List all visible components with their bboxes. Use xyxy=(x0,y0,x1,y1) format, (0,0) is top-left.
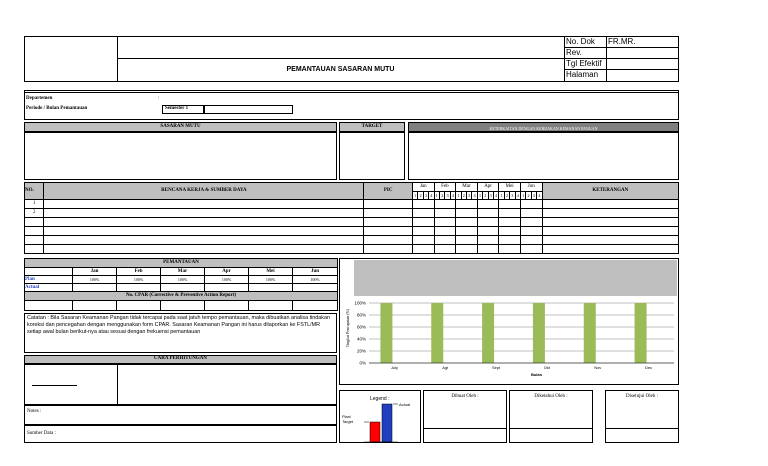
semester-field-extra[interactable] xyxy=(204,105,293,114)
week-cell: 4 xyxy=(516,193,519,198)
legend-plan-swatch xyxy=(370,422,380,442)
catatan-box xyxy=(24,313,337,353)
pemantauan-header: PEMANTAUAN xyxy=(25,259,338,268)
week-cell: 4 xyxy=(473,193,476,198)
bar xyxy=(380,303,392,363)
week-cell: 3 xyxy=(446,193,449,198)
actual-value[interactable] xyxy=(293,284,338,292)
signature-label-diketahui: Diketahui Oleh : xyxy=(534,394,568,399)
semester-field[interactable] xyxy=(162,105,204,114)
departemen-colon: : xyxy=(158,96,160,101)
y-axis-label: Tingkat Pencapaian (%) xyxy=(345,308,350,348)
pemantauan-month: Jun xyxy=(293,268,338,276)
signature-label-dibuat: Dibuat Oleh : xyxy=(451,394,479,399)
actual-value[interactable] xyxy=(249,284,293,292)
week-cell: 2 xyxy=(419,193,422,198)
page-title: PEMANTAUAN SASARAN MUTU xyxy=(286,66,395,73)
table-row[interactable] xyxy=(25,209,679,218)
week-cell: 2 xyxy=(484,193,487,198)
doc-label-tgl-efektif: Tgl Efektif xyxy=(566,59,602,68)
table-row[interactable] xyxy=(25,245,679,254)
table-row[interactable] xyxy=(25,236,679,245)
x-axis-label: Bulan xyxy=(530,372,543,377)
week-cell: 2 xyxy=(527,193,530,198)
month-header: Mei xyxy=(499,183,521,192)
doc-label-no-dok: No. Dok xyxy=(566,37,595,46)
actual-value[interactable] xyxy=(161,284,205,292)
bar xyxy=(482,303,494,363)
y-tick-label: 100% xyxy=(354,300,366,306)
plan-value[interactable]: 100% xyxy=(205,276,249,284)
week-cell: 1 xyxy=(414,193,417,198)
week-cell: 3 xyxy=(532,193,535,198)
week-cell: 2 xyxy=(505,193,508,198)
week-cell: 4 xyxy=(430,193,433,198)
doc-label-rev: Rev. xyxy=(566,48,582,57)
plan-row xyxy=(25,276,338,284)
month-header: Mar xyxy=(456,183,478,192)
week-cell: 4 xyxy=(451,193,454,198)
month-header: Apr xyxy=(477,183,499,192)
table-row[interactable] xyxy=(25,227,679,236)
x-tick-label: Okt xyxy=(543,365,551,370)
table-row[interactable] xyxy=(25,218,679,227)
actual-value[interactable] xyxy=(73,284,117,292)
y-tick-label: 60% xyxy=(356,324,366,330)
y-tick-label: 20% xyxy=(356,348,366,354)
week-cell: 2 xyxy=(441,193,444,198)
week-cell: 4 xyxy=(538,193,541,198)
periode-label: Periode / Bulan Pemantauan xyxy=(26,106,88,111)
rencana-table xyxy=(24,182,679,254)
x-tick-label: Agt xyxy=(442,365,449,370)
pemantauan-month: Apr xyxy=(205,268,249,276)
bar-chart xyxy=(339,258,679,385)
y-tick-label: 0% xyxy=(359,360,366,366)
doc-value-no-dok: FR.MR. xyxy=(608,37,636,46)
sasaran-mutu-box[interactable] xyxy=(24,132,337,180)
sasaran-mutu-header: SASARAN MUTU xyxy=(24,122,337,132)
x-tick-label: Dec xyxy=(645,365,653,370)
target-header: TARGET xyxy=(339,122,405,132)
x-tick-label: Nov xyxy=(594,365,602,370)
semester-value: Semester 1 xyxy=(165,106,189,111)
actual-row xyxy=(25,284,338,292)
departemen-label: Departemen xyxy=(26,96,53,101)
plan-value[interactable]: 100% xyxy=(161,276,205,284)
bar xyxy=(584,303,596,363)
info-block xyxy=(24,90,679,120)
cpar-header: No. CPAR (Corrective & Preventive Action Report) xyxy=(25,292,338,301)
y-tick-label: 80% xyxy=(356,312,366,318)
catatan-text: Catatan : Bila Sasaran Keamanan Pangan tidak tercapai pada saat jatuh tempo pemantauan, maka dibuatkan analisa tindakan koreksi dan pencegahan dengan menggunakan form CPAR. Sasaran Keamanan Pangan ini harus dilaporkan ke FSTL/MR setiap awal bulan berikut-nya atau sesuai dengan frekuensi pemantauan xyxy=(27,315,330,336)
pemantauan-month: Mei xyxy=(249,268,293,276)
week-cell: 1 xyxy=(500,193,503,198)
keterkaitan-header: KETERKAITAN DENGAN KEBIJAKAN KEMANAN PANGAN xyxy=(408,122,679,132)
month-header: Feb xyxy=(434,183,456,192)
sumber-data-box[interactable] xyxy=(24,425,337,443)
cpar-row[interactable] xyxy=(25,301,338,311)
plan-value[interactable]: 100% xyxy=(249,276,293,284)
x-tick-label: Sept xyxy=(491,365,501,370)
month-header: Jan xyxy=(412,183,434,192)
week-cell: 1 xyxy=(522,193,525,198)
week-cell: 1 xyxy=(435,193,438,198)
week-cell: 1 xyxy=(478,193,481,198)
week-cell: 3 xyxy=(468,193,471,198)
month-header: Jun xyxy=(520,183,542,192)
week-cell: 3 xyxy=(424,193,427,198)
target-box[interactable] xyxy=(339,132,405,180)
pemantauan-month: Mar xyxy=(161,268,205,276)
legend-title: Legend : xyxy=(370,396,390,402)
rencana-header: RENCANA KERJA & SUMBER DAYA xyxy=(44,183,364,200)
legend-plan-label: Plan/ Target xyxy=(342,414,354,424)
pemantauan-month: Jan xyxy=(73,268,117,276)
notes-label: Notes : xyxy=(27,409,42,414)
plan-value[interactable]: 100% xyxy=(117,276,161,284)
legend-swatches xyxy=(360,400,400,444)
keterangan-header: KETERANGAN xyxy=(542,183,678,200)
actual-value[interactable] xyxy=(117,284,161,292)
actual-label: Actual xyxy=(25,284,73,292)
notes-box[interactable] xyxy=(24,405,337,425)
week-cell: 3 xyxy=(511,193,514,198)
y-tick-label: 40% xyxy=(356,336,366,342)
keterkaitan-box[interactable] xyxy=(408,132,679,180)
signature-label-disetujui: Disetujui Oleh : xyxy=(626,394,658,399)
no-header: NO. xyxy=(25,183,44,200)
sumber-data-label: Sumber Data : xyxy=(27,431,56,436)
actual-value[interactable] xyxy=(205,284,249,292)
pemantauan-month: Feb xyxy=(117,268,161,276)
x-tick-label: July xyxy=(390,365,398,370)
legend-actual-label: Actual xyxy=(399,402,411,407)
week-cell: 4 xyxy=(495,193,498,198)
plan-value[interactable]: 100% xyxy=(73,276,117,284)
table-row[interactable] xyxy=(25,200,679,209)
legend-actual-swatch xyxy=(382,404,392,442)
cara-perhitungan-header: CARA PERHITUNGAN xyxy=(24,355,337,364)
week-cell: 1 xyxy=(457,193,460,198)
bar xyxy=(635,303,647,363)
week-cell: 3 xyxy=(489,193,492,198)
plan-value[interactable]: 100% xyxy=(293,276,338,284)
doc-label-halaman: Halaman xyxy=(566,70,599,79)
week-cell: 2 xyxy=(462,193,465,198)
row-number: 1 xyxy=(25,200,44,209)
bar xyxy=(533,303,545,363)
plan-label: Plan xyxy=(25,276,73,284)
pic-header: PIC xyxy=(364,183,413,200)
row-number: 2 xyxy=(25,209,44,218)
bar xyxy=(431,303,443,363)
pemantauan-table xyxy=(24,258,338,311)
